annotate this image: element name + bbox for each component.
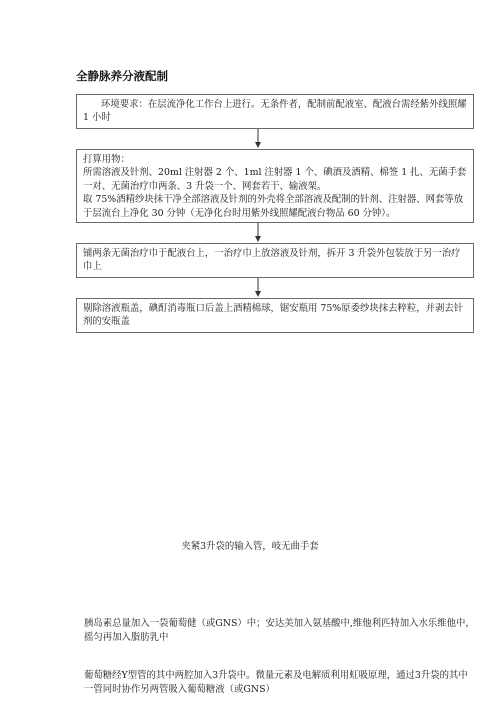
step-box-drapes [76, 243, 474, 278]
step-box-disinfect [76, 298, 474, 333]
environment-text: 环境要求：在层流净化工作台上进行。无条件者，配制前配液室、配液台需经紫外线照耀 1 小时 [83, 99, 467, 124]
step-insulin-text: 胰岛素总量加入一袋葡萄健（或GNS）中；安达美加入氨基酸中,维他利匹特加入水乐维他中，摇匀再加入脂肪乳中 [84, 618, 475, 643]
step-box-environment [76, 94, 474, 129]
supplies-list: 所需溶液及针剂、20ml 注射器 2 个、1ml 注射器 1 个、碘酒及酒精、棉签 1 扎、无菌手套一对、无菌治疗巾两条、3 升袋一个、网套若干、输液架。 [83, 167, 467, 192]
supplies-heading: 打算用物： [83, 154, 130, 165]
supplies-prep: 取 75%酒精纱块抹干净全部溶液及针剂的外壳将全部溶液及配制的针剂、注射器、网套等放于层流台上净化 30 分钟（无净化台时用紫外线照耀配液台物品 60 分钟）。 [83, 194, 464, 219]
step-glucose-text: 葡萄糖经Y型管的其中两腔加入3升袋中。微量元素及电解质利用虹吸原理，通过3升袋的其中一管同时协作另两管吸入葡萄糖液（或GNS） [84, 670, 468, 695]
step-box-supplies [76, 149, 474, 223]
arrow-down-icon [253, 129, 263, 149]
arrow-down-icon [253, 223, 263, 243]
disinfect-text: 剔除溶液瓶盖，碘酊消毒瓶口后盖上酒精棉球，锯安瓶用 75%原委纱块抹去粹粒，并剥去针剂的安瓶盖 [83, 303, 464, 328]
page-title: 全静脉养分液配制 [76, 69, 168, 83]
arrow-down-icon [253, 278, 263, 298]
drapes-text: 铺两条无菌治疗巾于配液台上，一治疗巾上放溶液及针剂，拆开 3 升袋外包装放于另一治疗巾上 [83, 248, 461, 273]
step-clamp-text: 夹紧3升袋的输入管，岐无曲手套 [181, 541, 319, 552]
